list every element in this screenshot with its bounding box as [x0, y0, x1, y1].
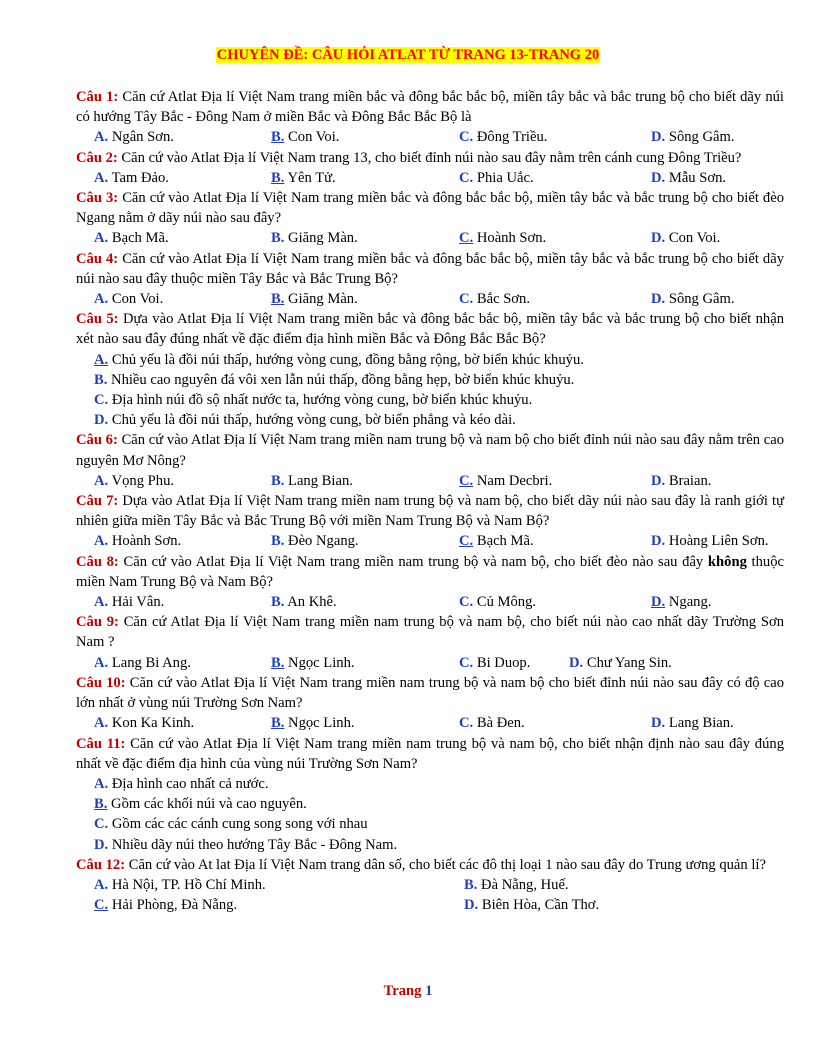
option-d: [651, 127, 735, 147]
option-text: Ngang.: [665, 594, 712, 611]
option-letter: B.: [271, 230, 285, 247]
option-text: Bi Duop.: [473, 654, 531, 671]
option-text: Vọng Phu.: [108, 472, 175, 489]
question-text: Căn cứ vào Atlat Địa lí Việt Nam trang miền nam trung bộ và nam bộ, cho biết đèo nào sau đây: [118, 553, 708, 570]
option-letter-answer: B.: [94, 796, 108, 813]
option-text: Sông Gâm.: [665, 291, 735, 308]
option-d: [651, 289, 735, 309]
option-text: Kon Ka Kinh.: [108, 715, 195, 732]
question-text: Căn cứ vào Atlat Địa lí Việt Nam trang miền bắc và đông bắc bắc bộ, miền tây bắc và bắc trung bộ cho biết đèo Ngang nằm ở dãy núi nào sau đây?: [76, 190, 784, 227]
options-row: [76, 875, 784, 895]
option-text: Bạch Mã.: [108, 230, 169, 247]
option-text: Hải Vân.: [108, 594, 165, 611]
option-text: Braian.: [665, 472, 712, 489]
option-text: Biên Hòa, Cần Thơ.: [478, 897, 600, 914]
option-d: [651, 471, 711, 491]
option-letter: A.: [94, 291, 109, 308]
option-c: [459, 653, 569, 673]
options-row: [76, 228, 784, 248]
option-text: Bắc Sơn.: [473, 291, 530, 308]
option-letter-answer: B.: [271, 291, 285, 308]
option-text: Bạch Mã.: [473, 533, 534, 550]
option-b: [94, 794, 784, 814]
option-c: [94, 814, 784, 834]
option-letter-answer: B.: [271, 654, 285, 671]
option-b: [271, 168, 459, 188]
question-5: [76, 309, 784, 349]
option-text: Nam Decbri.: [473, 472, 553, 489]
question-text-end: thuộc miền Nam Trung Bộ và Nam Bộ?: [76, 553, 784, 590]
question-7: [76, 491, 784, 531]
option-b: [464, 875, 569, 895]
question-2: [76, 148, 784, 168]
question-3: [76, 188, 784, 228]
option-letter: A.: [94, 876, 109, 893]
option-c: [459, 289, 651, 309]
page-number: 1: [425, 983, 433, 999]
option-letter: D.: [651, 472, 666, 489]
option-letter: A.: [94, 775, 109, 792]
option-b: [271, 289, 459, 309]
option-letter: D.: [94, 836, 109, 853]
option-a: [94, 653, 271, 673]
question-label: Câu 5:: [76, 311, 119, 328]
options-row: [76, 168, 784, 188]
option-b: [271, 713, 459, 733]
option-text: Địa hình núi đồ sộ nhất nước ta, hướng vòng cung, bờ biển khúc khuỷu.: [108, 392, 533, 409]
option-letter: A.: [94, 594, 109, 611]
question-4: [76, 249, 784, 289]
option-text: An Khê.: [284, 594, 337, 611]
option-text: Hoành Sơn.: [473, 230, 547, 247]
option-c: [459, 713, 651, 733]
options-row: [76, 592, 784, 612]
option-letter: A.: [94, 129, 109, 146]
option-d: [651, 228, 720, 248]
option-letter-answer: C.: [459, 230, 474, 247]
option-letter: C.: [459, 715, 474, 732]
question-list: [76, 87, 784, 915]
option-a: [94, 228, 271, 248]
option-text: Nhiều cao nguyên đá vôi xen lẫn núi thấp, đồng bằng hẹp, bờ biển khúc khuỷu.: [107, 371, 575, 388]
question-text: Căn cứ vào At lat Địa lí Việt Nam trang dân số, cho biết các đô thị loại 1 nào sau đây do Trung ương quản lí?: [125, 856, 766, 873]
question-label: Câu 1:: [76, 89, 119, 105]
question-11: [76, 734, 784, 774]
option-d: [651, 713, 734, 733]
option-letter-answer: D.: [651, 594, 666, 611]
option-c: [459, 127, 651, 147]
option-letter: B.: [271, 533, 285, 550]
option-text: Con Voi.: [284, 129, 340, 146]
question-label: Câu 6:: [76, 432, 118, 449]
option-a: [94, 592, 271, 612]
option-letter: A.: [94, 230, 109, 247]
option-text: Gồm các các cánh cung song song với nhau: [108, 816, 368, 833]
option-a: [94, 875, 464, 895]
option-b: [271, 127, 459, 147]
option-text: Gồm các khối núi và cao nguyên.: [107, 796, 307, 813]
option-text: Lang Bian.: [665, 715, 734, 732]
page-title: [0, 46, 816, 64]
option-letter: B.: [94, 371, 108, 388]
option-letter: A.: [94, 533, 109, 550]
question-label: Câu 4:: [76, 250, 119, 267]
option-a: [94, 350, 784, 370]
option-b: [94, 370, 784, 390]
question-label: Câu 9:: [76, 614, 119, 631]
options-column: [76, 350, 784, 431]
option-a: [94, 471, 271, 491]
option-a: [94, 127, 271, 147]
option-letter: C.: [94, 392, 109, 409]
option-text: Phia Uắc.: [473, 169, 534, 186]
option-letter: C.: [459, 169, 474, 186]
option-text: Chủ yếu là đồi núi thấp, hướng vòng cung, đồng bằng rộng, bờ biển khúc khuỷu.: [108, 351, 584, 368]
question-text: Căn cứ vào Atlat Địa lí Việt Nam trang miền nam trung bộ và nam bộ cho biết đỉnh núi nào sau đây có độ cao lớn nhất ở vùng núi Trường Sơn Nam?: [76, 674, 784, 712]
option-a: [94, 531, 271, 551]
option-a: [94, 774, 784, 794]
option-text: Yên Tử.: [284, 169, 336, 186]
option-text: Bà Đen.: [473, 715, 525, 732]
option-letter: D.: [569, 654, 584, 671]
options-row: [76, 289, 784, 309]
options-row: [76, 127, 784, 147]
option-text: Đông Triều.: [473, 129, 548, 146]
option-text: Hà Nội, TP. Hồ Chí Minh.: [108, 876, 266, 893]
option-d: [94, 835, 784, 855]
options-row: [76, 653, 784, 673]
question-label: Câu 11:: [76, 735, 126, 752]
option-text: Mẫu Sơn.: [665, 169, 727, 186]
question-text: Căn cứ vào Atlat Địa lí Việt Nam trang 13, cho biết đỉnh núi nào sau đây nằm trên cánh cung Đông Triều?: [117, 149, 742, 166]
question-label: Câu 10:: [76, 674, 126, 691]
option-c: [94, 895, 464, 915]
option-letter: D.: [651, 129, 666, 146]
question-emphasis: không: [707, 553, 747, 570]
option-letter: A.: [94, 472, 109, 489]
options-row: [76, 471, 784, 491]
option-b: [271, 531, 459, 551]
option-d: [651, 531, 769, 551]
question-label: Câu 2:: [76, 149, 118, 166]
question-text: Căn cứ Atlat Địa lí Việt Nam trang miền nam trung bộ và nam bộ, cho biết núi nào cao nhất dãy Trường Sơn Nam ?: [76, 614, 784, 651]
question-text: Căn cứ vào Atlat Địa lí Việt Nam trang miền nam trung bộ và nam bộ cho biết đỉnh núi nào sau đây nằm trên cao nguyên Mơ Nông?: [76, 432, 784, 469]
option-b: [271, 592, 459, 612]
option-text: Ngọc Linh.: [284, 715, 355, 732]
option-text: Ngân Sơn.: [108, 129, 174, 146]
option-d: [569, 653, 672, 673]
question-text: Căn cứ vào Atlat Địa lí Việt Nam trang miền nam trung bộ và nam bộ, cho biết nhận định nào sau đây đúng nhất về đặc điểm địa hình của vùng núi Trường Sơn Nam?: [76, 735, 784, 772]
option-letter: B.: [271, 472, 285, 489]
option-text: Hoành Sơn.: [108, 533, 182, 550]
option-letter-answer: B.: [271, 715, 285, 732]
question-9: [76, 612, 784, 652]
option-text: Củ Mông.: [473, 594, 537, 611]
option-c: [94, 390, 784, 410]
option-letter: B.: [271, 594, 285, 611]
option-letter: C.: [459, 594, 474, 611]
option-letter-answer: C.: [459, 533, 474, 550]
question-text: Dựa vào Atlat Địa lí Việt Nam trang miền bắc và đông bắc bắc bộ, miền tây bắc và bắc trung bộ cho biết nhận xét nào sau đây đúng nhất về đặc điểm địa hình miền Bắc và Đông Bắc Bắc Bộ?: [76, 311, 784, 348]
option-letter-answer: B.: [271, 129, 285, 146]
question-text: Dựa vào Atlat Địa lí Việt Nam trang miền nam trung bộ và nam bộ, cho biết dãy núi nào sau đây là ranh giới tự nhiên giữa miền Tây Bắc và Bắc Trung Bộ với miền Nam Trung Bộ và Nam Bộ?: [76, 493, 784, 530]
question-text: Căn cứ Atlat Địa lí Việt Nam trang miền bắc và đông bắc bắc bộ, miền tây bắc và bắc trung bộ cho biết dãy núi có hướng Tây Bắc - Đông Nam ở miền Bắc và Đông Bắc Bắc Bộ là: [76, 89, 784, 126]
question-8: [76, 552, 784, 592]
question-label: Câu 8:: [76, 553, 119, 570]
option-c: [459, 168, 651, 188]
option-letter: A.: [94, 654, 109, 671]
option-c: [459, 531, 651, 551]
option-a: [94, 168, 271, 188]
question-label: Câu 12:: [76, 856, 126, 873]
option-b: [271, 471, 459, 491]
option-text: Chủ yếu là đồi núi thấp, hướng vòng cung, bờ biển phẳng và kéo dài.: [108, 412, 516, 429]
option-text: Giăng Màn.: [284, 291, 358, 308]
option-a: [94, 289, 271, 309]
question-label: Câu 7:: [76, 493, 119, 510]
option-d: [464, 895, 599, 915]
question-10: [76, 673, 784, 713]
question-1: [76, 87, 784, 127]
options-row: [76, 713, 784, 733]
option-text: Giăng Màn.: [284, 230, 358, 247]
option-c: [459, 471, 651, 491]
option-text: Chư Yang Sin.: [583, 654, 672, 671]
option-c: [459, 592, 651, 612]
option-d: [651, 592, 711, 612]
option-a: [94, 713, 271, 733]
option-letter-answer: C.: [94, 897, 109, 914]
option-letter: D.: [651, 533, 666, 550]
question-text: Căn cứ vào Atlat Địa lí Việt Nam trang miền bắc và đông bắc bắc bộ, miền tây bắc và bắc trung bộ cho biết dãy núi nào sau đây thuộc miền Tây Bắc và Bắc Trung Bộ?: [76, 250, 784, 287]
option-letter: D.: [651, 169, 666, 186]
option-text: Lang Bi Ang.: [108, 654, 191, 671]
option-letter-answer: B.: [271, 169, 285, 186]
option-letter-answer: A.: [94, 351, 109, 368]
option-text: Nhiều dãy núi theo hướng Tây Bắc - Đông Nam.: [108, 836, 398, 853]
option-text: Hải Phòng, Đà Nẵng.: [108, 897, 238, 914]
option-letter: D.: [651, 230, 666, 247]
question-12: [76, 855, 784, 875]
question-6: [76, 430, 784, 470]
option-letter: D.: [651, 715, 666, 732]
option-text: Địa hình cao nhất cả nước.: [108, 775, 269, 792]
option-letter: C.: [459, 129, 474, 146]
option-c: [459, 228, 651, 248]
option-text: Con Voi.: [665, 230, 721, 247]
option-letter: D.: [464, 897, 479, 914]
page-label: Trang: [383, 983, 422, 999]
question-label: Câu 3:: [76, 190, 119, 207]
option-text: Tam Đảo.: [108, 169, 169, 186]
option-b: [271, 653, 459, 673]
options-column: [76, 774, 784, 855]
option-letter: A.: [94, 715, 109, 732]
option-text: Sông Gâm.: [665, 129, 735, 146]
option-letter: D.: [94, 412, 109, 429]
option-text: Lang Bian.: [284, 472, 353, 489]
option-letter-answer: C.: [459, 472, 474, 489]
options-row: [76, 531, 784, 551]
option-d: [651, 168, 726, 188]
option-text: Đèo Ngang.: [284, 533, 359, 550]
option-letter: D.: [651, 291, 666, 308]
title-text: CHUYÊN ĐỀ: CÂU HỎI ATLAT TỪ TRANG 13-TRANG 20: [216, 47, 600, 63]
page-footer: [0, 983, 816, 1000]
option-letter: B.: [464, 876, 478, 893]
option-letter: C.: [459, 654, 474, 671]
options-row: [76, 895, 784, 915]
option-letter: A.: [94, 169, 109, 186]
option-text: Đà Nẵng, Huế.: [477, 876, 569, 893]
option-text: Ngọc Linh.: [284, 654, 355, 671]
option-d: [94, 410, 784, 430]
option-b: [271, 228, 459, 248]
option-letter: C.: [94, 816, 109, 833]
option-letter: C.: [459, 291, 474, 308]
option-text: Con Voi.: [108, 291, 164, 308]
option-text: Hoàng Liên Sơn.: [665, 533, 769, 550]
